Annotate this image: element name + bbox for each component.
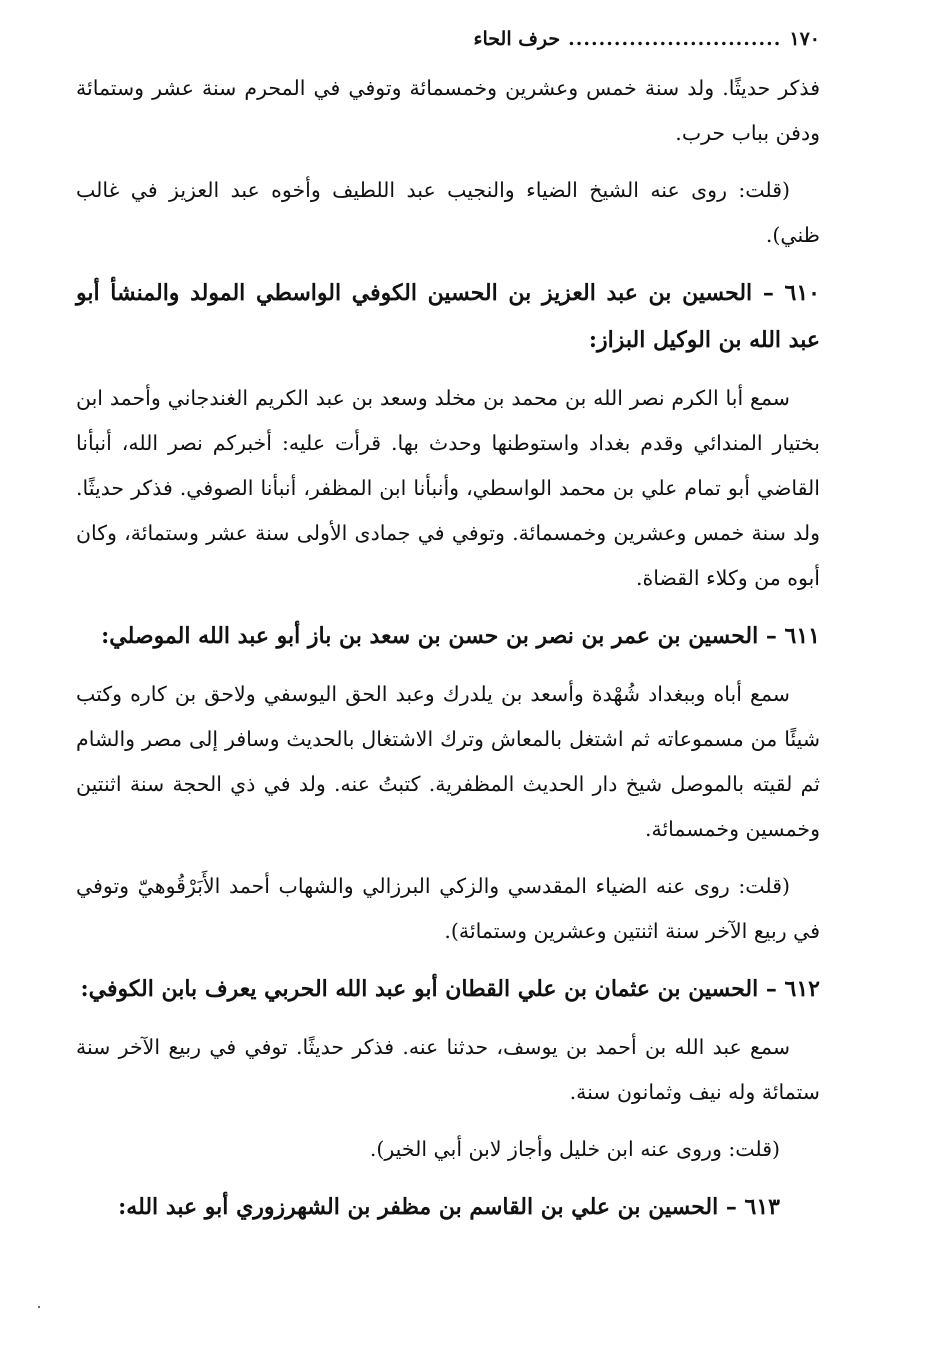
entry-body-611: سمع أباه وببغداد شُهْدة وأسعد بن يلدرك وعبد الحق اليوسفي ولاحق بن كاره وكتب شيئًا من مسموعاته ثم اشتغل بالمعاش وترك الاشتغال بالحديث وسافر إلى مصر والشام ثم لقيته بالموصل شيخ دار الحديث المظفرية. كتبتُ عنه. ولد في ذي الحجة سنة اثنتين وخمسين وخمسمائة. [76,682,820,841]
entry-body-612: سمع عبد الله بن أحمد بن يوسف، حدثنا عنه. فذكر حديثًا. توفي في ربيع الآخر سنة ستمائة وله نيف وثمانون سنة. [76,1035,820,1104]
editor-note: (قلت: روى عنه الشيخ الضياء والنجيب عبد اللطيف وأخوه عبد العزيز في غالب ظني). [76,178,820,247]
entry-heading-611: ٦١١ – الحسين بن عمر بن نصر بن حسن بن سعد بن باز أبو عبد الله الموصلي: [101,623,820,649]
document-page [76,28,820,1231]
entry-heading-613: ٦١٣ – الحسين بن علي بن القاسم بن مظفر بن الشهرزوري أبو عبد الله: [118,1194,780,1220]
entry-heading-610: ٦١٠ – الحسين بن عبد العزيز بن الحسين الكوفي الواسطي المولد والمنشأ أبو عبد الله بن الوكيل البزاز: [76,280,820,353]
entry-heading-612: ٦١٢ – الحسين بن عثمان بن علي القطان أبو عبد الله الحربي يعرف بابن الكوفي: [80,976,820,1002]
leader-dots: ............................ [568,28,782,50]
page-number: ١٧٠ [789,28,820,50]
paragraph-continuation: فذكر حديثًا. ولد سنة خمس وعشرين وخمسمائة وتوفي في المحرم سنة عشر وستمائة ودفن بباب حرب. [76,76,820,145]
editor-note: (قلت: روى عنه الضياء المقدسي والزكي البرزالي والشهاب أحمد الأَبَرْقُوهيّ وتوفي في ربيع الآخر سنة اثنتين وعشرين وستمائة). [76,874,820,943]
running-head [76,28,820,62]
entry-body-610: سمع أبا الكرم نصر الله بن محمد بن مخلد وسعد بن عبد الكريم الغندجاني وأحمد ابن بختيار المندائي وقدم بغداد واستوطنها وحدث بها. قرأت عليه: أخبركم نصر الله، أنبأنا القاضي أبو تمام علي بن محمد الواسطي، وأنبأنا ابن المظفر، أنبأنا الصوفي. فذكر حديثًا. ولد سنة خمس وعشرين وخمسمائة. وتوفي في جمادى الأولى سنة عشر وستمائة، وكان أبوه من وكلاء القضاة. [76,386,820,590]
margin-speck [38,1306,40,1308]
section-title: حرف الحاء [473,28,561,50]
editor-note: (قلت: وروى عنه ابن خليل وأجاز لابن أبي الخير). [369,1137,780,1161]
